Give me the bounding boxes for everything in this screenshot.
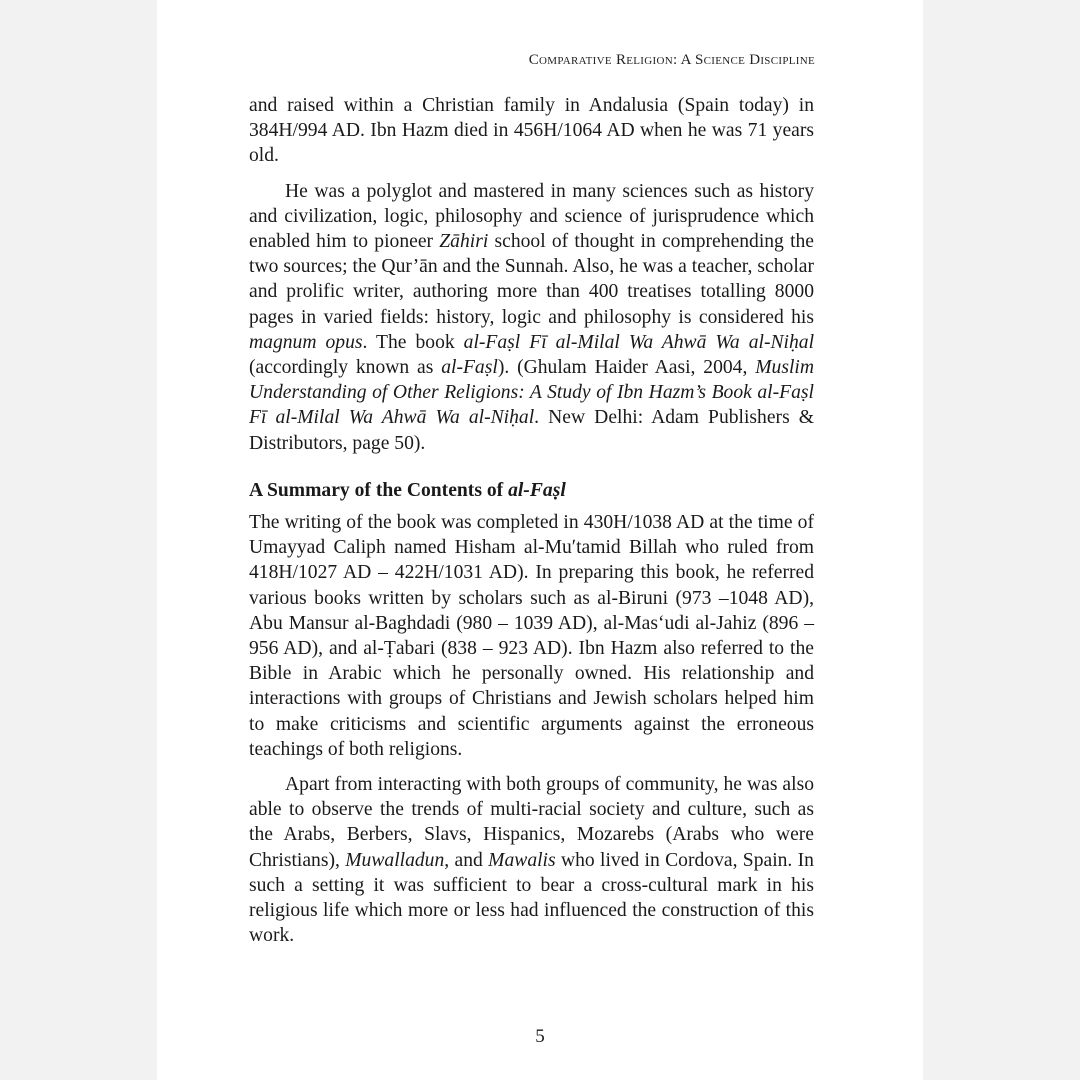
book-page [157,0,923,1080]
paragraph-society [249,772,814,948]
text-run: He was a polyglot and mastered in many sciences such as history and civilization, logic, philosophy and science of jurisprudence which enabled him to pioneer [249,180,814,253]
running-head: Comparative Religion: A Science Discipline [528,52,815,68]
citation-title: Muslim Understanding of Other Religions: A Study of Ibn Hazm’s Book al-Faṣl Fī al-Milal Wa Ahwā Wa al-Niḥal [249,357,814,429]
heading-italic: al-Faṣl [508,479,566,501]
heading-text: A Summary of the Contents of [249,479,509,501]
text-run: who lived in Cordova, Spain. In such a setting it was sufficient to bear a cross-cultural mark in his religious life which more or less had influenced the construction of this work. [249,849,814,947]
text-run: . The book [362,331,464,353]
paragraph-continuation: and raised within a Christian family in Andalusia (Spain today) in 384H/994 AD. Ibn Hazm died in 456H/1064 AD when he was 71 years old. [249,95,814,167]
page-number: 5 [535,1026,545,1047]
text-run: . New Delhi: Adam Publishers & Distributors, page 50). [249,407,814,454]
book-short-title: al-Faṣl [441,357,498,379]
italic-term: Mawalis [488,849,556,871]
text-run: , and [444,849,489,871]
book-title: al-Faṣl Fī al-Milal Wa Ahwā Wa al-Niḥal [463,331,815,353]
page-body [249,93,814,959]
text-run: (accordingly known as [249,357,442,379]
italic-term: Muwalladun [345,849,445,871]
text-run: school of thought in comprehending the two sources; the Qur’ān and the Sunnah. Also, he was a teacher, scholar and prolific writer, authoring more than 400 treatises totalling 8000 pages in varied fields: history, logic and philosophy is considered his [249,231,815,328]
text-run: ). (Ghulam Haider Aasi, 2004, [497,357,756,379]
paragraph-summary: The writing of the book was completed in 430H/1038 AD at the time of Umayyad Caliph named Hisham al-Muʹtamid Billah who ruled from 418H/1027 AD – 422H/1031 AD). In preparing this book, he referred various books written by scholars such as al-Biruni (973 –1048 AD), Abu Mansur al-Baghdadi (980 – 1039 AD), al-Mas‘udi al-Jahiz (896 – 956 AD), and al-Ṭabari (838 – 923 AD). Ibn Hazm also referred to the Bible in Arabic which he personally owned. His relationship and interactions with groups of Christians and Jewish scholars helped him to make criticisms and scientific arguments against the erroneous teachings of both religions. [249,512,814,760]
section-heading [249,478,814,503]
text-run: Apart from interacting with both groups of community, he was also able to observe the trends of multi-racial society and culture, such as the Arabs, Berbers, Slavs, Hispanics, Mozarebs (Arabs who were Christians), [249,774,814,871]
paragraph-ibn-hazm-scholarship [249,179,814,456]
italic-term: magnum opus [249,331,363,353]
italic-term: Zāhiri [439,231,489,253]
